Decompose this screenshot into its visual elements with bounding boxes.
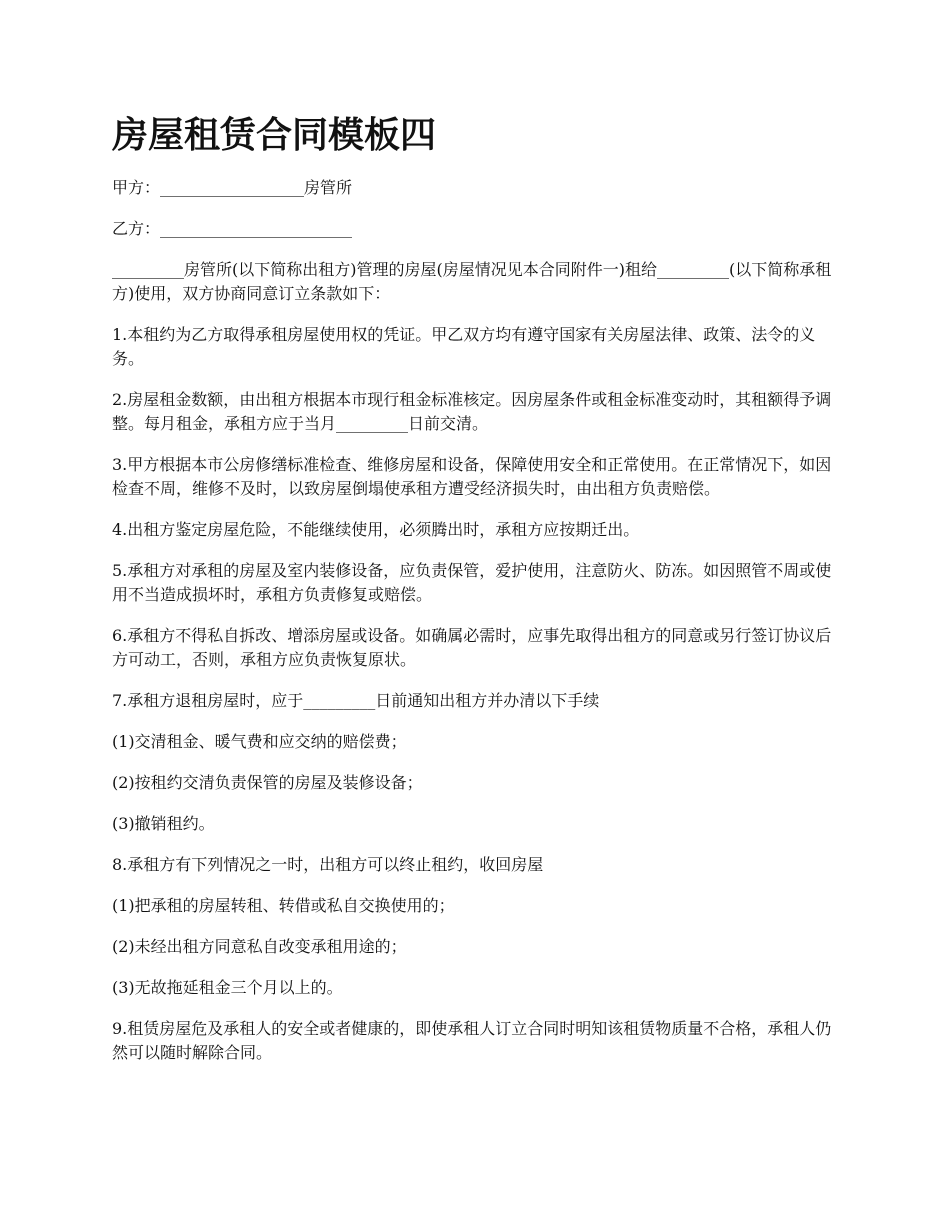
preamble-paragraph: _________房管所(以下简称出租方)管理的房屋(房屋情况见本合同附件一)租给_________(以下简称承租方)使用，双方协商同意订立条款如下： [112, 260, 832, 303]
clause-7-item-2: (2)按租约交清负责保管的房屋及装修设备； [112, 773, 423, 792]
clause-6: 6.承租方不得私自拆改、增添房屋或设备。如确属必需时，应事先取得出租方的同意或另行签订协议后方可动工，否则，承租方应负责恢复原状。 [112, 626, 832, 669]
clause-8-item-3: (3)无故拖延租金三个月以上的。 [112, 978, 343, 997]
document-title: 房屋租赁合同模板四 [112, 115, 437, 156]
clause-2: 2.房屋租金数额，由出租方根据本市现行租金标准核定。因房屋条件或租金标准变动时，其租额得予调整。每月租金，承租方应于当月_________日前交清。 [112, 390, 832, 433]
clause-8-item-2: (2)未经出租方同意私自改变承租用途的； [112, 937, 407, 956]
clause-7: 7.承租方退租房屋时，应于_________日前通知出租方并办清以下手续 [112, 691, 600, 710]
clause-3: 3.甲方根据本市公房修缮标准检查、维修房屋和设备，保障使用安全和正常使用。在正常情况下，如因检查不周，维修不及时，以致房屋倒塌使承租方遭受经济损失时，由出租方负责赔偿。 [112, 455, 832, 498]
document-page [112, 108, 847, 1082]
clause-8: 8.承租方有下列情况之一时，出租方可以终止租约，收回房屋 [112, 855, 544, 874]
clause-9: 9.租赁房屋危及承租人的安全或者健康的，即使承租人订立合同时明知该租赁物质量不合格，承租人仍然可以随时解除合同。 [112, 1019, 832, 1062]
party-a-line: 甲方：__________________房管所 [112, 178, 353, 197]
clause-5: 5.承租方对承租的房屋及室内装修设备，应负责保管，爱护使用，注意防火、防冻。如因照管不周或使用不当造成损坏时，承租方负责修复或赔偿。 [112, 561, 832, 604]
clause-4: 4.出租方鉴定房屋危险，不能继续使用，必须腾出时，承租方应按期迁出。 [112, 520, 640, 539]
party-b-line: 乙方：________________________ [112, 219, 353, 238]
clause-7-item-1: (1)交清租金、暖气费和应交纳的赔偿费； [112, 732, 407, 751]
clause-1: 1.本租约为乙方取得承租房屋使用权的凭证。甲乙双方均有遵守国家有关房屋法律、政策、法令的义务。 [112, 325, 816, 368]
clause-8-item-1: (1)把承租的房屋转租、转借或私自交换使用的； [112, 896, 455, 915]
clause-7-item-3: (3)撤销租约。 [112, 814, 215, 833]
